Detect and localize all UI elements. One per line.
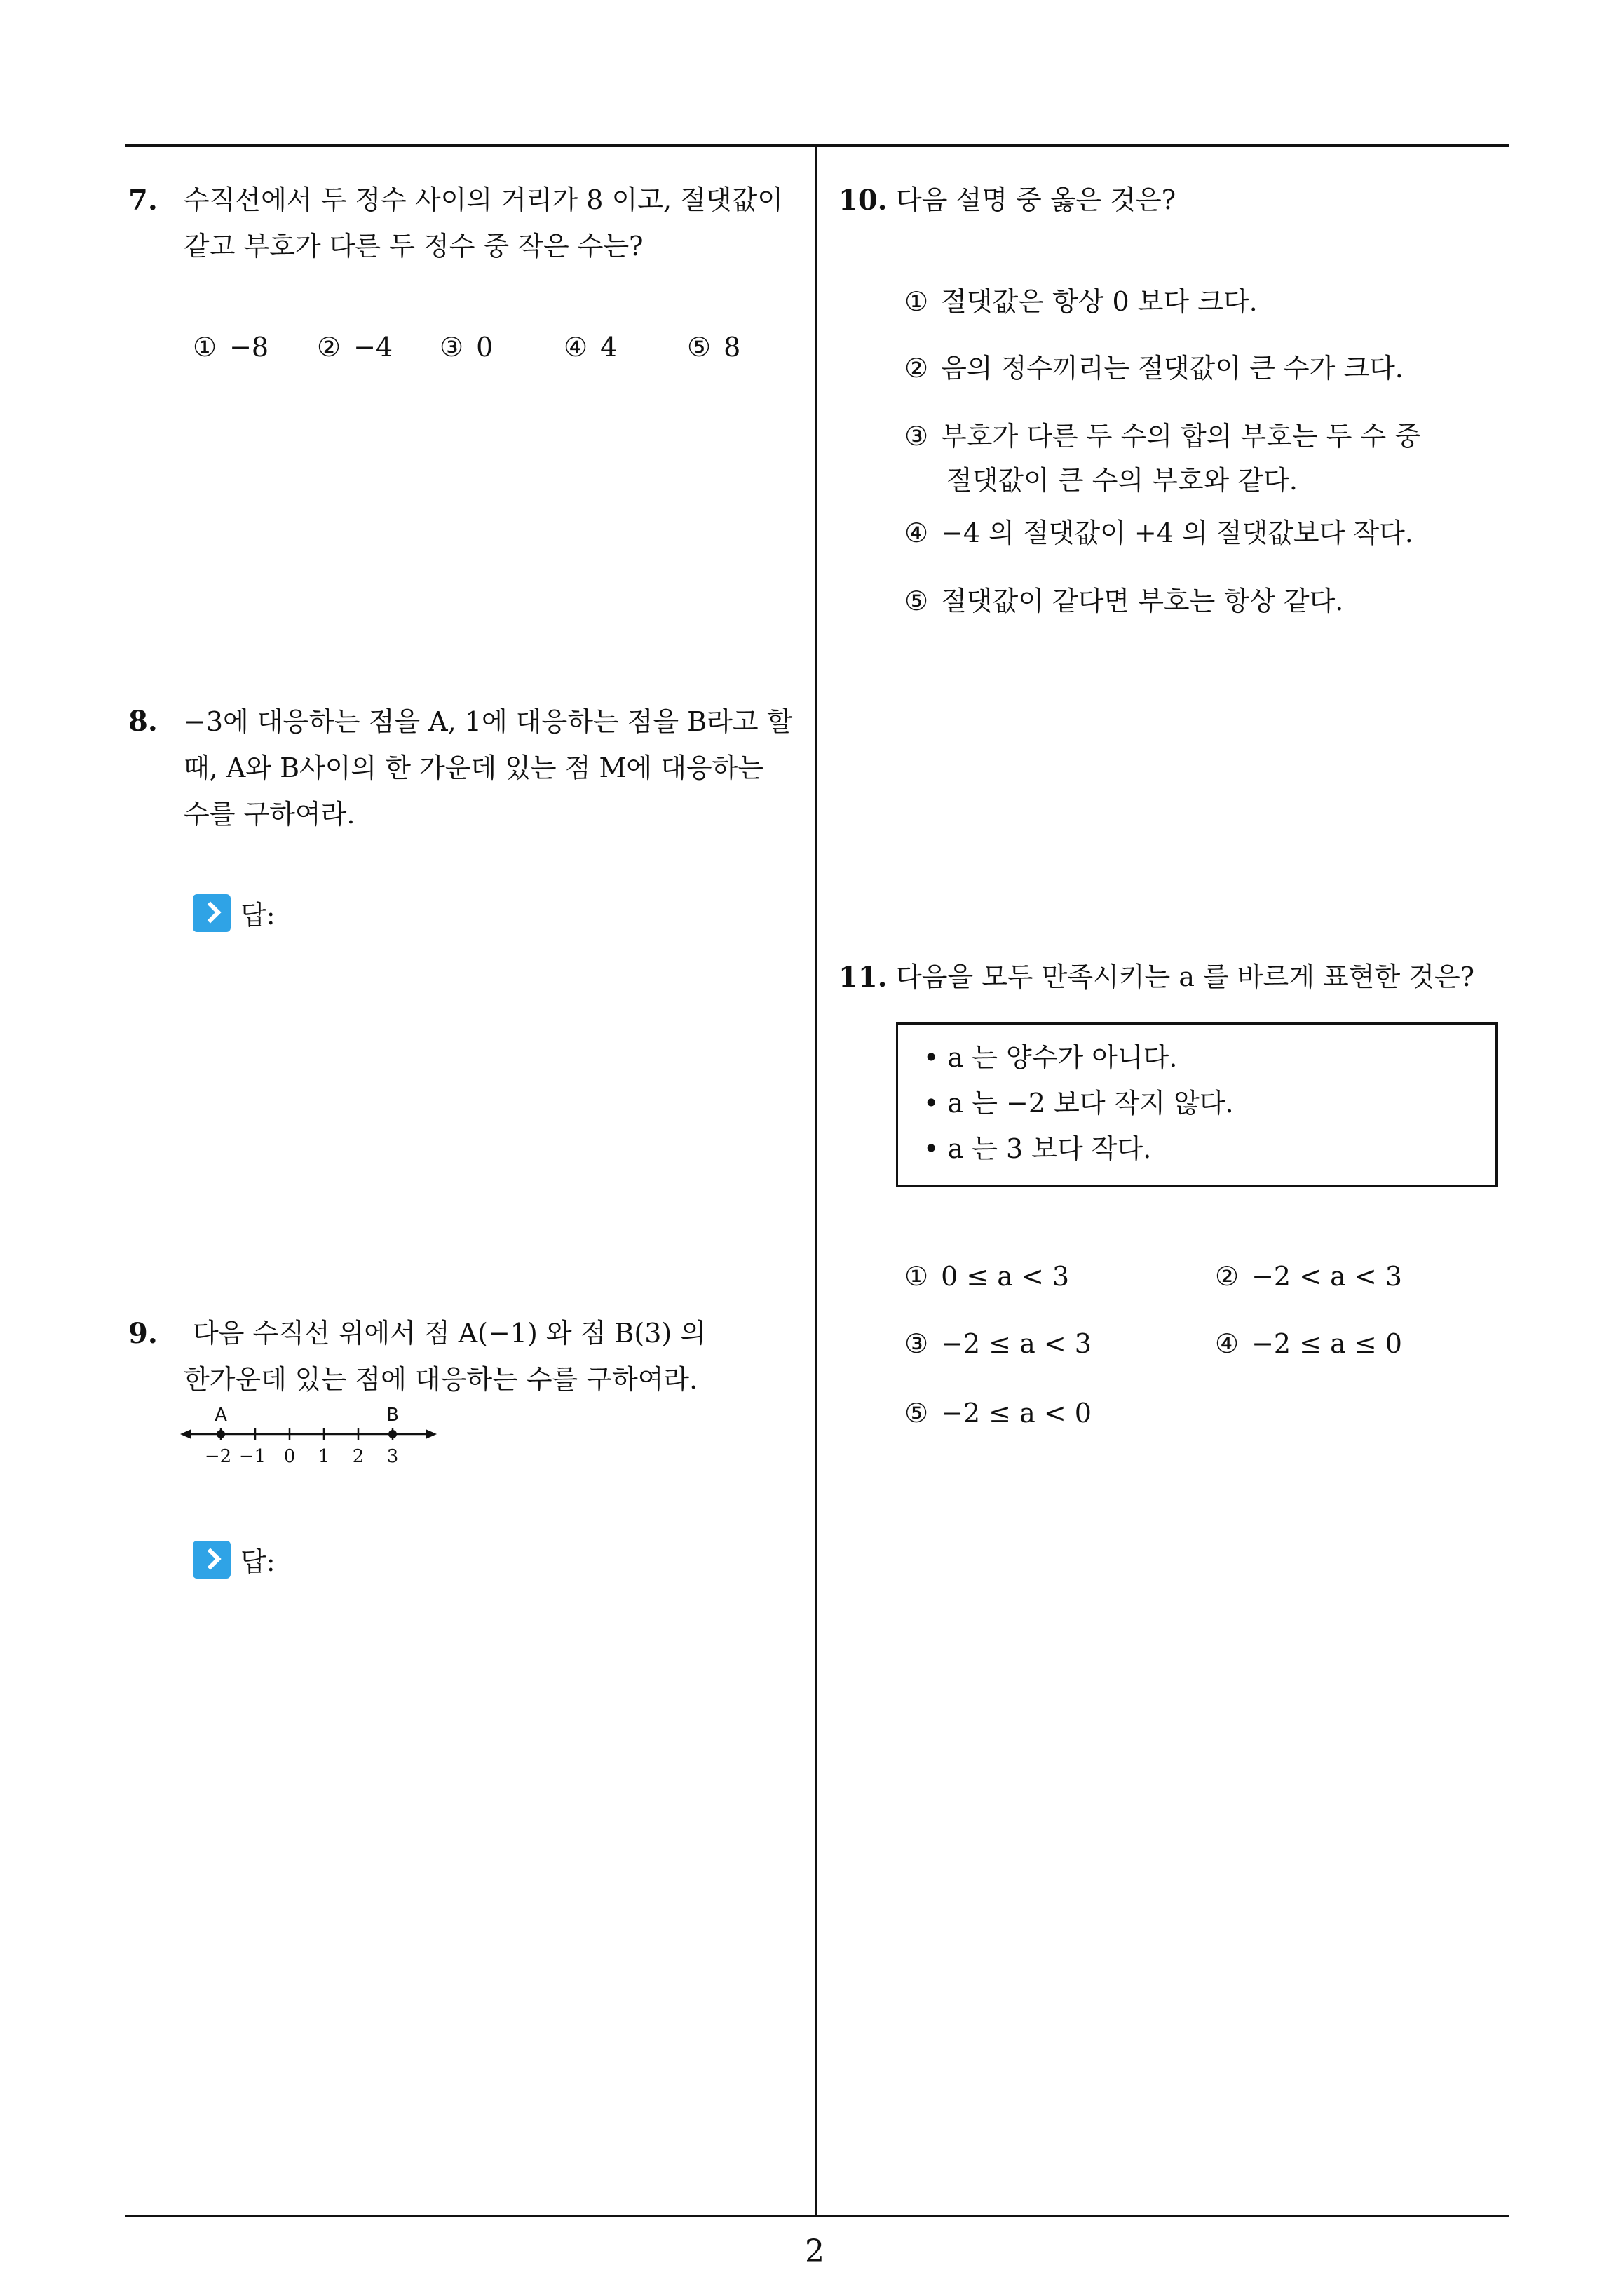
q11-choice-3[interactable]: ③ −2 ≤ a < 3 [904, 1328, 1092, 1359]
q8-answer-label: 답: [240, 900, 276, 931]
q9-answer-field[interactable] [193, 1540, 276, 1579]
q10-text: 다음 설명 중 옳은 것은? [896, 184, 1176, 215]
q11-text: 다음을 모두 만족시키는 a 를 바르게 표현한 것은? [896, 961, 1475, 992]
q9-tick-label: 2 [352, 1446, 365, 1467]
q10-choice-1[interactable]: ① 절댓값은 항상 0 보다 크다. [904, 286, 1258, 317]
q7-choice-2[interactable]: ② −4 [317, 332, 393, 363]
q8-number: 8. [128, 705, 158, 738]
q11-condition-2: • a 는 −2 보다 작지 않다. [923, 1088, 1234, 1119]
chevron-right-icon [193, 1541, 231, 1579]
q9-number: 9. [128, 1317, 158, 1350]
q10-choice-5[interactable]: ⑤ 절댓값이 같다면 부호는 항상 같다. [904, 586, 1344, 616]
q7-choice-3[interactable]: ③ 0 [440, 332, 494, 363]
q9-point-a-dot [217, 1430, 225, 1438]
q9-text-line1: 다음 수직선 위에서 점 A(−1) 와 점 B(3) 의 [193, 1318, 706, 1349]
bottom-rule [125, 2215, 1509, 2217]
q9-point-a-label: A [215, 1405, 227, 1426]
q11-number: 11. [838, 961, 888, 994]
q10-choice-4[interactable]: ④ −4 의 절댓값이 +4 의 절댓값보다 작다. [904, 518, 1413, 548]
q7-choice-5[interactable]: ⑤ 8 [687, 332, 741, 363]
q7-choice-4[interactable]: ④ 4 [564, 332, 618, 363]
q7-number: 7. [128, 184, 158, 217]
q7-text-line2: 같고 부호가 다른 두 정수 중 작은 수는? [184, 231, 644, 262]
q11-choice-4[interactable]: ④ −2 ≤ a ≤ 0 [1215, 1328, 1402, 1359]
q11-choice-5[interactable]: ⑤ −2 ≤ a < 0 [904, 1398, 1092, 1429]
q9-point-b-label: B [386, 1405, 399, 1426]
q10-choice-2[interactable]: ② 음의 정수끼리는 절댓값이 큰 수가 크다. [904, 353, 1404, 384]
q11-condition-3: • a 는 3 보다 작다. [923, 1133, 1152, 1164]
q9-point-b-dot [388, 1430, 397, 1438]
q11-choice-1[interactable]: ① 0 ≤ a < 3 [904, 1261, 1070, 1292]
q9-tick-label: −2 [204, 1446, 232, 1467]
chevron-right-icon [193, 894, 231, 932]
q10-number: 10. [838, 184, 888, 217]
q7-choice-1[interactable]: ① −8 [193, 332, 269, 363]
q8-text-line2: 때, A와 B사이의 한 가운데 있는 점 M에 대응하는 [184, 752, 764, 783]
q8-text-line3: 수를 구하여라. [184, 799, 355, 830]
column-divider [815, 144, 817, 2216]
q9-tick-label: 0 [283, 1446, 296, 1467]
q7-text-line1: 수직선에서 두 정수 사이의 거리가 8 이고, 절댓값이 [184, 184, 783, 215]
q9-tick-label: 3 [386, 1446, 399, 1467]
q9-number-line [179, 1403, 445, 1480]
q11-condition-1: • a 는 양수가 아니다. [923, 1042, 1178, 1073]
page-number: 2 [805, 2234, 824, 2269]
q11-choice-2[interactable]: ② −2 < a < 3 [1215, 1261, 1402, 1292]
q9-tick-label: 1 [318, 1446, 330, 1467]
q8-text-line1: −3에 대응하는 점을 A, 1에 대응하는 점을 B라고 할 [184, 706, 793, 737]
q10-choice-3[interactable]: ③ 부호가 다른 두 수의 합의 부호는 두 수 중 [904, 421, 1421, 452]
q9-text-line2: 한가운데 있는 점에 대응하는 수를 구하여라. [184, 1364, 698, 1395]
q9-tick-label: −1 [238, 1446, 266, 1467]
q9-answer-label: 답: [240, 1546, 276, 1577]
q11-condition-box [896, 1022, 1498, 1187]
q8-answer-field[interactable] [193, 893, 276, 932]
q10-choice-3-line2: 절댓값이 큰 수의 부호와 같다. [946, 465, 1298, 496]
